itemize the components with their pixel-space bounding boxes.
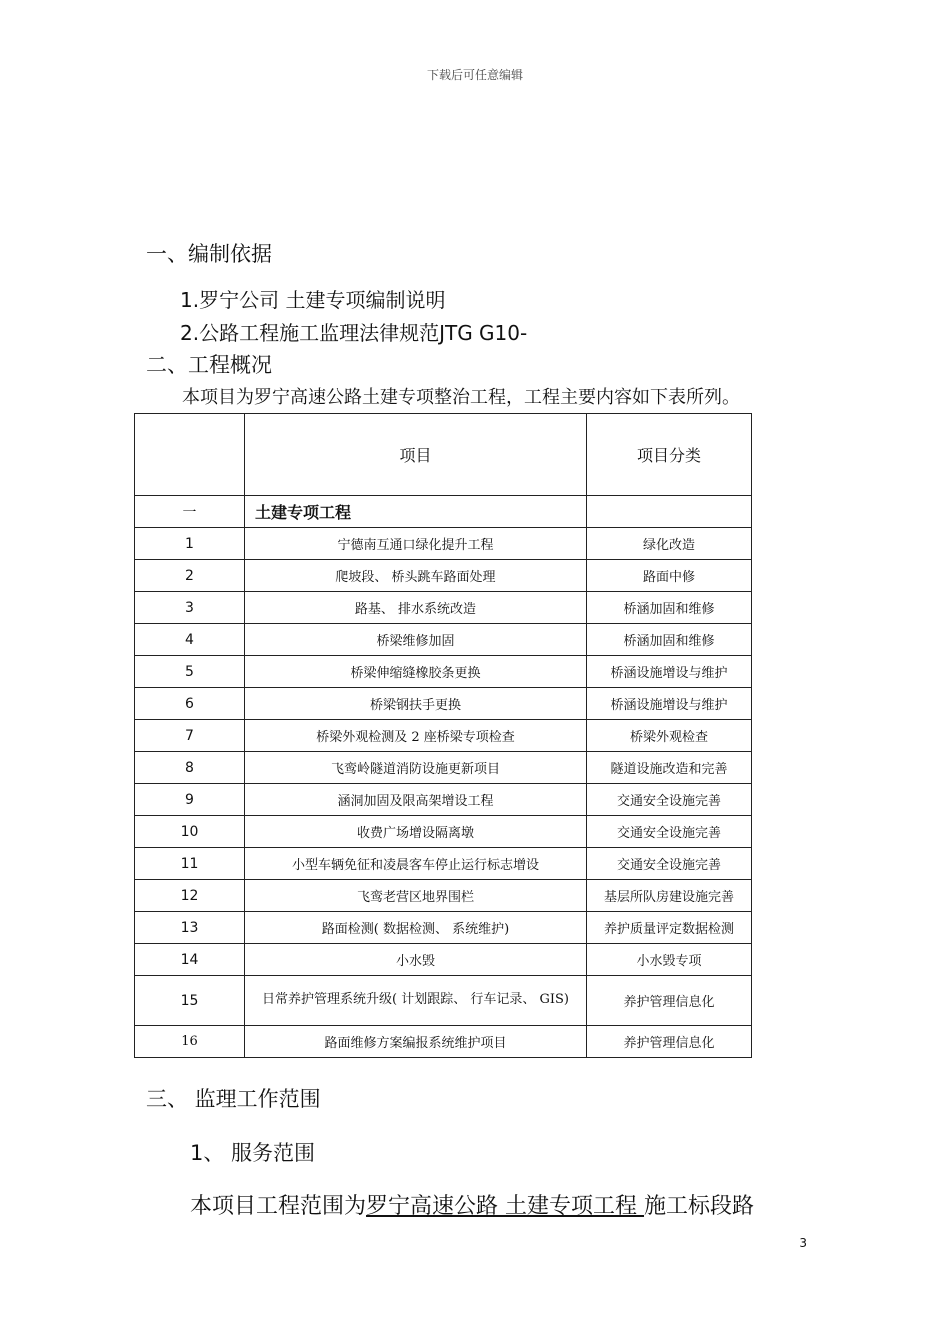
row-item: 涵洞加固及限高架增设工程 [245, 784, 587, 816]
section3-title: 三、 监理工作范围 [146, 1087, 321, 1111]
row-category: 小水毁专项 [587, 944, 752, 976]
row-number: 2 [135, 560, 245, 592]
section3-subtitle: 1、 服务范围 [190, 1141, 316, 1165]
section1-title: 一、编制依据 [146, 242, 272, 266]
table-row [135, 656, 752, 688]
row-category: 交通安全设施完善 [587, 848, 752, 880]
row-item: 路基、 排水系统改造 [245, 592, 587, 624]
table-row [135, 784, 752, 816]
row-item: 爬坡段、 桥头跳车路面处理 [245, 560, 587, 592]
table-row [135, 816, 752, 848]
row-category: 桥涵设施增设与维护 [587, 656, 752, 688]
table-row [135, 592, 752, 624]
row-category: 交通安全设施完善 [587, 816, 752, 848]
row-category: 隧道设施改造和完善 [587, 752, 752, 784]
row-number: 14 [135, 944, 245, 976]
table-row [135, 1026, 752, 1058]
row-number: 9 [135, 784, 245, 816]
row-item: 小型车辆免征和凌晨客车停止运行标志增设 [245, 848, 587, 880]
row-category: 养护管理信息化 [587, 1026, 752, 1058]
table-row [135, 528, 752, 560]
row-number: 7 [135, 720, 245, 752]
row-category: 路面中修 [587, 560, 752, 592]
table-row [135, 848, 752, 880]
table-row [135, 880, 752, 912]
row-number: 16 [135, 1026, 245, 1058]
body-prefix: 本项目工程范围为 [190, 1194, 367, 1219]
row-number: 4 [135, 624, 245, 656]
row-category: 桥梁外观检查 [587, 720, 752, 752]
section2-intro: 本项目为罗宁高速公路土建专项整治工程，工程主要内容如下表所列。 [182, 387, 740, 408]
header-index [135, 414, 245, 496]
section-category [587, 496, 752, 528]
row-category: 基层所队房建设施完善 [587, 880, 752, 912]
row-category: 桥涵设施增设与维护 [587, 688, 752, 720]
row-category: 养护质量评定数据检测 [587, 912, 752, 944]
table-row [135, 976, 752, 1026]
row-category: 绿化改造 [587, 528, 752, 560]
page-number: 3 [799, 1236, 807, 1250]
table-row [135, 560, 752, 592]
section1-item-2: 2.公路工程施工监理法律规范JTG G10- [180, 321, 528, 345]
row-item: 桥梁钢扶手更换 [245, 688, 587, 720]
row-item: 收费广场增设隔离墩 [245, 816, 587, 848]
row-item: 飞鸾老营区地界围栏 [245, 880, 587, 912]
row-item: 宁德南互通口绿化提升工程 [245, 528, 587, 560]
row-item: 日常养护管理系统升级( 计划跟踪、 行车记录、 GIS) [245, 976, 587, 1026]
row-number: 8 [135, 752, 245, 784]
row-number: 1 [135, 528, 245, 560]
row-item: 飞鸾岭隧道消防设施更新项目 [245, 752, 587, 784]
row-category: 养护管理信息化 [587, 976, 752, 1026]
table-section-row [135, 496, 752, 528]
body-project-name: 罗宁高速公路 土建专项工程 [366, 1194, 645, 1219]
row-item: 路面检测( 数据检测、 系统维护) [245, 912, 587, 944]
section-index: 一 [135, 496, 245, 528]
table-header-row [135, 414, 752, 496]
table-row [135, 752, 752, 784]
section2-title: 二、工程概况 [146, 353, 272, 377]
row-item: 桥梁外观检测及 2 座桥梁专项检查 [245, 720, 587, 752]
row-number: 5 [135, 656, 245, 688]
row-number: 13 [135, 912, 245, 944]
row-number: 6 [135, 688, 245, 720]
row-number: 11 [135, 848, 245, 880]
header-category: 项目分类 [587, 414, 752, 496]
row-category: 交通安全设施完善 [587, 784, 752, 816]
row-number: 12 [135, 880, 245, 912]
row-number: 3 [135, 592, 245, 624]
table-row [135, 720, 752, 752]
row-number: 15 [135, 976, 245, 1026]
section3-body [190, 1189, 754, 1220]
page-header-note: 下载后可任意编辑 [426, 68, 523, 82]
table-row [135, 624, 752, 656]
section-name: 土建专项工程 [245, 496, 587, 528]
row-category: 桥涵加固和维修 [587, 592, 752, 624]
row-item: 小水毁 [245, 944, 587, 976]
table-row [135, 944, 752, 976]
table-row [135, 688, 752, 720]
section1-item-1: 1.罗宁公司 土建专项编制说明 [180, 288, 446, 312]
row-item: 桥梁维修加固 [245, 624, 587, 656]
works-table [134, 413, 752, 1058]
row-item: 路面维修方案编报系统维护项目 [245, 1026, 587, 1058]
row-category: 桥涵加固和维修 [587, 624, 752, 656]
row-number: 10 [135, 816, 245, 848]
row-item: 桥梁伸缩缝橡胶条更换 [245, 656, 587, 688]
table-row [135, 912, 752, 944]
body-suffix: 施工标段路 [644, 1194, 755, 1219]
header-item: 项目 [245, 414, 587, 496]
